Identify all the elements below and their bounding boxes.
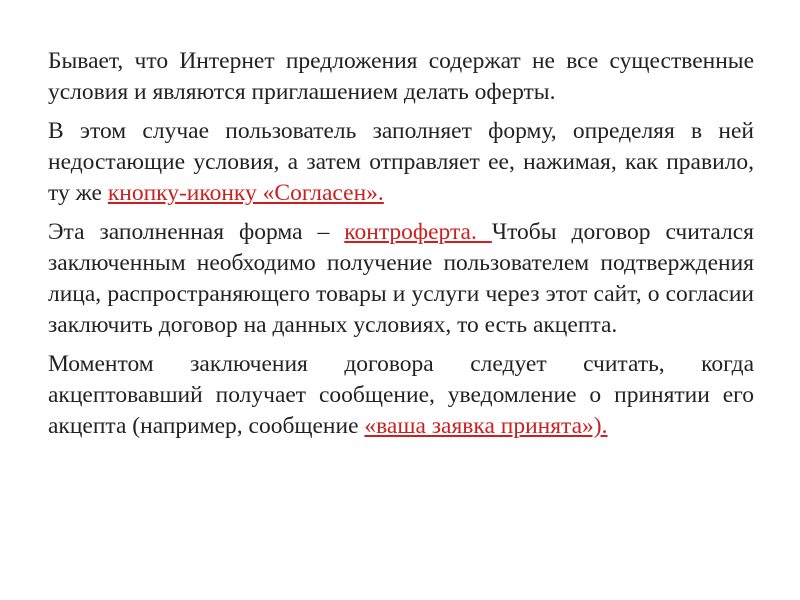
application-accepted-term: «ваша заявка принята»). — [364, 413, 608, 439]
paragraph-3-text-end: Чтобы договор считался заключенным необходимо получение пользователем подтверждения лица, распространяющего товары и услуги через этот сайт, о согласии заключить договор на данных условиях, то есть акцепта. — [48, 219, 754, 338]
paragraph-2 — [48, 116, 754, 209]
paragraph-4 — [48, 349, 754, 442]
slide-body — [48, 46, 754, 450]
paragraph-1-text: Бывает, что Интернет предложения содержат не все существенные условия и являются приглашением делать оферты. — [48, 48, 754, 105]
paragraph-3 — [48, 217, 754, 341]
paragraph-3-text-start: Эта заполненная форма – — [48, 219, 345, 245]
counteroffer-term: контроферта. — [344, 219, 492, 245]
paragraph-1 — [48, 46, 754, 108]
agree-button-term: кнопку-иконку «Согласен». — [107, 180, 384, 206]
paragraph-2-text: В этом случае пользователь заполняет форму, определяя в ней недостающие условия, а затем отправляет ее, нажимая, как правило, ту же — [48, 118, 754, 206]
paragraph-4-text: Моментом заключения договора следует считать, когда акцептовавший получает сообщение, уведомление о принятии его акцепта (например, сообщение — [48, 351, 754, 439]
